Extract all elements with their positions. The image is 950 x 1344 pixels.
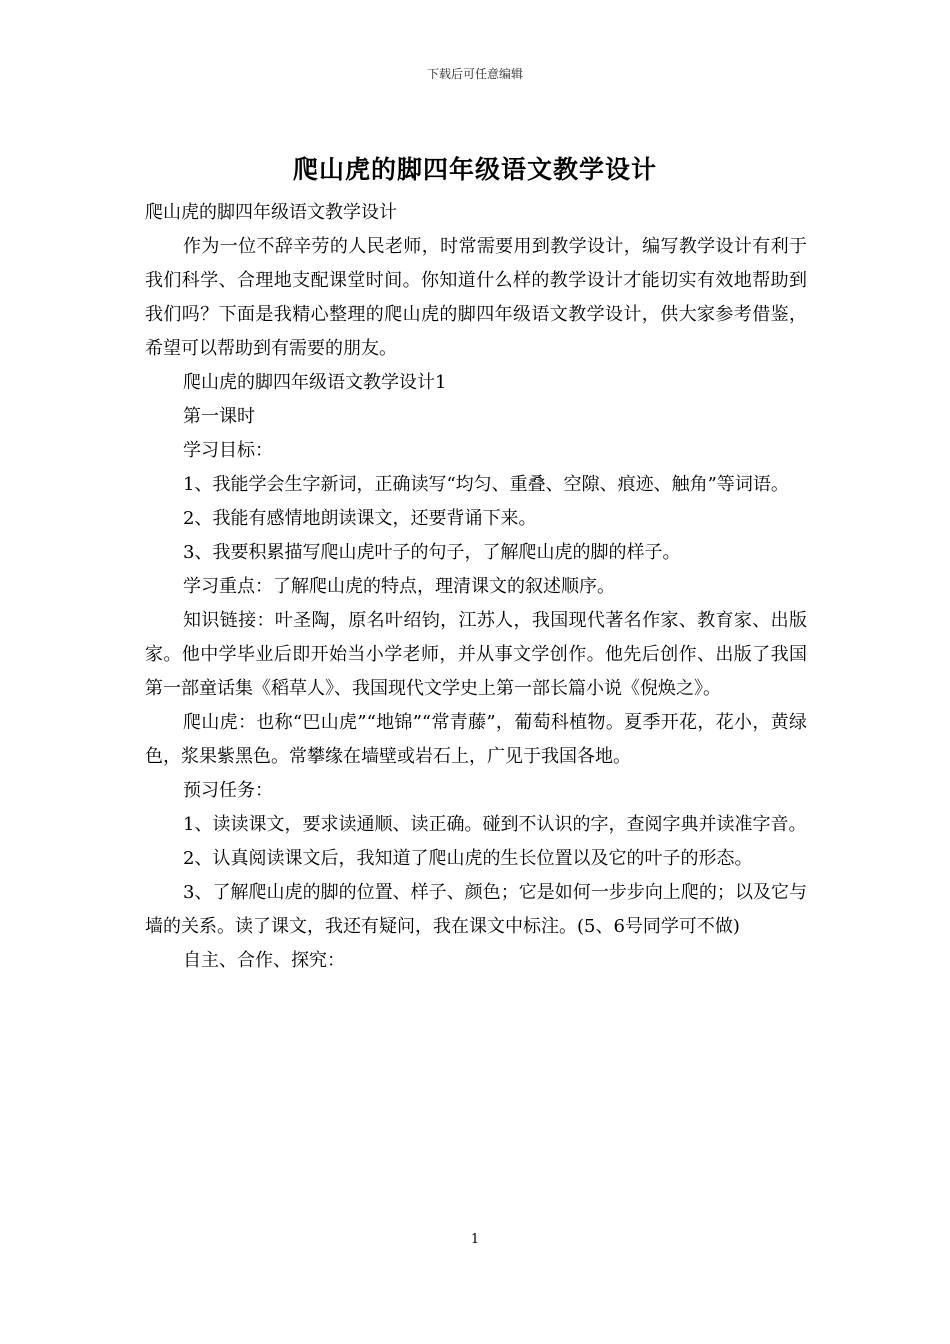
header-note: 下载后可任意编辑 — [426, 67, 523, 81]
preview-item: 1、读读课文，要求读通顺、读正确。碰到不认识的字，查阅字典并读准字音。 — [183, 814, 807, 835]
intro-paragraph: 作为一位不辞辛劳的人民老师，时常需要用到教学设计，编写教学设计有利于我们科学、合理地支配课堂时间。你知道什么样的教学设计才能切实有效地帮助到我们吗？下面是我精心整理的爬山虎的脚四年级语文教学设计，供大家参考借鉴，希望可以帮助到有需要的朋友。 — [145, 236, 807, 359]
knowledge-link-paragraph: 知识链接：叶圣陶，原名叶绍钧，江苏人，我国现代著名作家、教育家、出版家。他中学毕业后即开始当小学老师，并从事文学创作。他先后创作、出版了我国第一部童话集《稻草人》、我国现代文学史上第一部长篇小说《倪焕之》。 — [145, 610, 807, 699]
objective-item: 1、我能学会生字新词，正确读写“均匀、重叠、空隙、痕迹、触角”等词语。 — [183, 474, 789, 495]
inquiry-heading: 自主、合作、探究： — [183, 950, 345, 971]
page-number: 1 — [470, 1232, 480, 1247]
objective-item: 2、我能有感情地朗读课文，还要背诵下来。 — [183, 508, 537, 529]
preview-item: 2、认真阅读课文后，我知道了爬山虎的生长位置以及它的叶子的形态。 — [183, 848, 753, 869]
plant-note-paragraph: 爬山虎：也称“巴山虎”“地锦”“常青藤”，葡萄科植物。夏季开花，花小，黄绿色，浆果紫黑色。常攀缘在墙壁或岩石上，广见于我国各地。 — [145, 712, 807, 767]
key-points-paragraph: 学习重点：了解爬山虎的特点，理清课文的叙述顺序。 — [183, 576, 615, 597]
objective-item: 3、我要积累描写爬山虎叶子的句子，了解爬山虎的脚的样子。 — [183, 542, 681, 563]
document-title: 爬山虎的脚四年级语文教学设计 — [292, 155, 657, 184]
subtitle-paragraph: 爬山虎的脚四年级语文教学设计 — [145, 202, 397, 223]
preview-item: 3、了解爬山虎的脚的位置、样子、颜色；它是如何一步步向上爬的；以及它与墙的关系。读了课文，我还有疑问，我在课文中标注。(5、6号同学可不做) — [145, 882, 807, 937]
section-heading: 爬山虎的脚四年级语文教学设计1 — [183, 372, 447, 393]
preview-heading: 预习任务： — [183, 780, 273, 801]
objectives-heading: 学习目标： — [183, 440, 273, 461]
document-body — [145, 196, 807, 978]
lesson-heading: 第一课时 — [183, 406, 255, 427]
